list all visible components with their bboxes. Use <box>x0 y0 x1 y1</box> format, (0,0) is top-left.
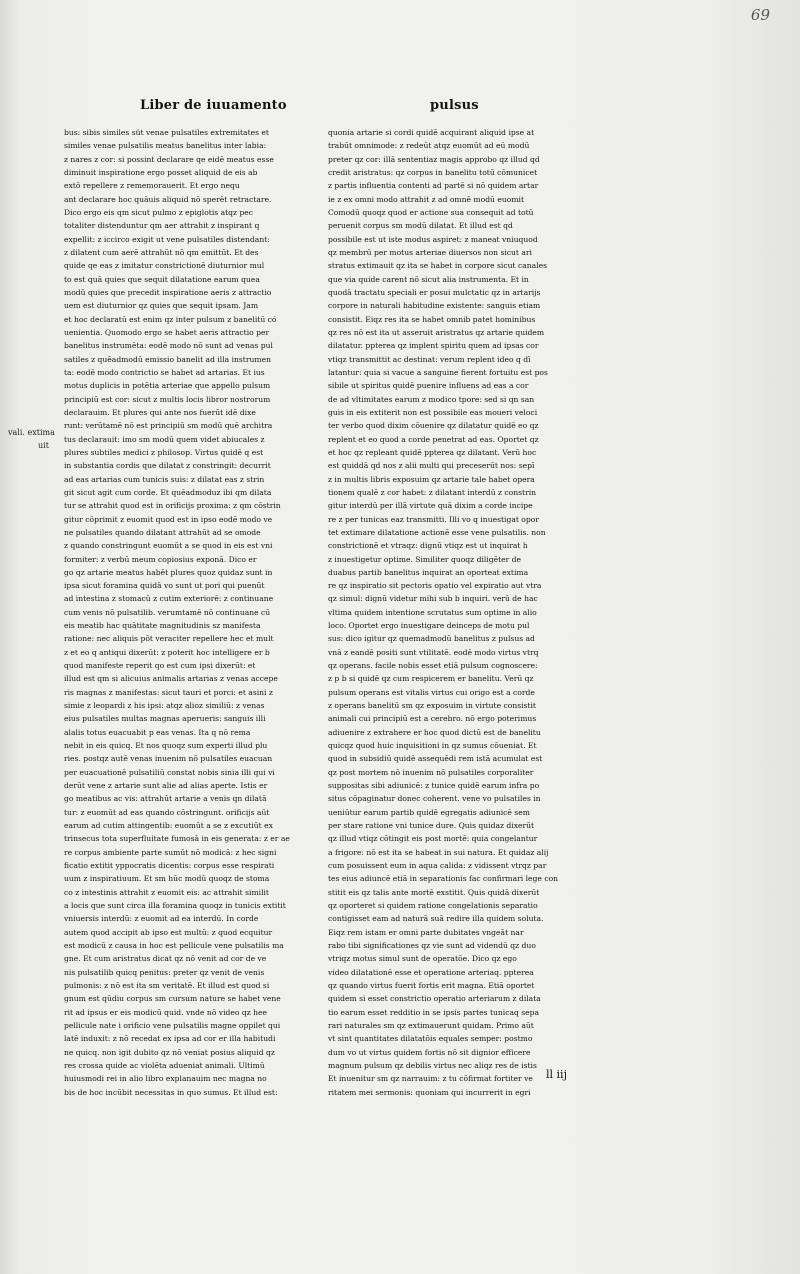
text-line: bis de hoc incūbit necessitas in quo sumus. Et illud est: <box>64 1087 278 1097</box>
text-line: in substantia cordis que dilatat z constringit: decurrit <box>64 461 271 471</box>
text-line: est quiddā qd nos z alii multi qui preceserūt nos: sepī <box>328 461 535 471</box>
text-line: consistit. Eiqz res ita se habet omnib patet hominibus <box>328 314 536 324</box>
text-line: stitit eis qz talis ante mortē exstitit. Quis quidā dixerūt <box>328 887 540 897</box>
text-line: guis in eis extiterit non est possibile eas moueri veloci <box>328 407 538 417</box>
text-line: banelitus instrumēta: eodē modo nō sunt ad venas pul <box>64 341 273 351</box>
text-line: quicqz quod huic inquisitioni in qz sumus cōueniat. Et <box>328 741 537 751</box>
text-line: tet extimare dilatatione actionē esse vene pulsatilis. non <box>328 527 546 537</box>
text-line: qz post mortem nō inuenim nō pulsatiles corporaliter <box>328 767 534 777</box>
text-line: quod manifeste reperit qo est cum ipsi dixerūt: et <box>64 661 256 671</box>
text-line: z inuestigetur optime. Similiter quoqz diligēter de <box>328 554 522 564</box>
text-line: qz illud vtiqz cōtingit eis post mortē: quia congelantur <box>328 834 538 844</box>
text-line: simie z leopardi z his ipsi: atqz alioz similiū: z venas <box>64 701 265 711</box>
text-line: trabūt omnimode: z redeūt atqz euomūt ad eū modū <box>328 141 530 151</box>
text-line: replent et eo quod a corde penetrat ad eas. Oportet qz <box>328 434 539 444</box>
text-line: z et eo q antiqui dixerūt: z poterit hoc intelligere er b <box>64 647 270 657</box>
text-line: expellit: z iccirco exigit ut vene pulsatiles distendant: <box>64 234 270 244</box>
text-line: quod in subsidiū quidē assequēdi rem istā acumulat est <box>328 754 543 764</box>
text-line: que via quide carent nō sicut alia instrumenta. Et in <box>328 274 529 284</box>
text-line: z p b si quidē qz cum respicerem er banelitu. Verū qz <box>328 674 534 684</box>
text-line: similes venae pulsatilis meatus banelitus inter labia: <box>64 141 267 151</box>
text-line: qz res nō est ita ut asseruit aristratus qz artarie quidem <box>328 327 545 337</box>
text-line: z nares z cor: si possint declarare qe eidē meatus esse <box>64 154 274 164</box>
text-line: gitur interdū per illā virtute quā dixim a corde incipe <box>328 501 533 511</box>
text-line: ne pulsatiles quando dilatant attrahūt ad se omode <box>64 527 261 537</box>
text-line: ne quicq. non igit dubito qz nō veniat posius aliquid qz <box>64 1047 275 1057</box>
text-line: z in multis libris exposuim qz artarie tale habet opera <box>328 474 535 484</box>
text-line: co z intestinis attrahit z euomit eis: ac attrahit similit <box>64 887 269 897</box>
text-line: extō repellere z rememorauerit. Et ergo nequ <box>64 181 240 191</box>
text-line: autem quod accipit ab ipso est multū: z quod ecquitur <box>64 927 273 937</box>
text-line: Comodū quoqz quod er actione sua consequit ad totū <box>328 207 534 217</box>
text-line: git sicut agit cum corde. Et quēadmoduz ibi qm dilata <box>64 487 272 497</box>
text-line: video dilatationē esse et operatione arteriaq. ppterea <box>328 967 534 977</box>
text-line: alalis totus euacuabit p eas venas. Ita q nō rema <box>64 727 251 737</box>
text-line: re corpus ambiente parte sumūt nō modicā: z hec signi <box>64 847 277 857</box>
text-line: vnā z eandē positi sunt vtilitatē. eodē modo virtus vtrq <box>328 647 539 657</box>
text-line: magnum pulsum qz debilis virtus nec aliqz res de istis <box>328 1060 537 1070</box>
text-line: contigisset eam ad naturā suā redire illa quidem soluta. <box>328 914 544 924</box>
text-line: corpore in naturali habitudine existente: sanguis etiam <box>328 301 541 311</box>
folio-number: 69 <box>750 6 770 24</box>
text-line: pulmonis: z nō est ita sm veritatē. Et illud est quod si <box>64 981 270 990</box>
text-line: re qz inspiratio sit pectoris opatio vel expiratio aut vtra <box>328 581 542 591</box>
text-line: quodā tractatu speciali er posui mulctatic qz in artarijs <box>328 287 541 297</box>
text-line: vtriqz motus simul sunt de operatōe. Dico qz ego <box>328 954 517 964</box>
text-line: Eiqz rem istam er omni parte dubitates vngeāt nar <box>328 927 524 937</box>
text-line: credit aristratus: qz corpus in banelitu totū cōmunicet <box>328 167 538 177</box>
text-line: qz membrū per motus arteriae diuersos non sicut ari <box>328 247 532 257</box>
text-line: adiuenire z extrahere er hoc quod dictū est de banelitu <box>328 727 541 737</box>
text-line: go meatibus ac vis: attrahūt artarie a venis qn dilatā <box>64 794 267 804</box>
text-line: qz simul: dignū videtur mihi sub b inquiri. verū de hac <box>328 594 538 604</box>
text-line: cum venis nō pulsatilib. verumtamē nō continuane cū <box>64 607 271 617</box>
text-line: ie z ex omni modo attrahit z ad omnē modū euomit <box>328 194 525 204</box>
text-line: sus: dico igitur qz quemadmodū banelitus z pulsus ad <box>328 634 535 644</box>
text-line: z partis influentia contenti ad partē si nō quidem artar <box>328 181 539 191</box>
text-line: quidem si esset constrictio operatio arteriarum z dilata <box>328 994 541 1004</box>
text-line: et hoc declaratū est enim qz inter pulsum z banelitū có <box>64 314 277 324</box>
text-line: res crossa quide ac violēta adueniat animali. Ultimū <box>64 1060 265 1070</box>
text-line: pulsum operans est vitalis virtus cui origo est a corde <box>328 687 535 697</box>
text-line: Et inuenitur sm qz narrauim: z tu cōfirmat fortiter ve <box>328 1074 533 1084</box>
text-line: situs cōpaginatur donec coherent. vene vo pulsatiles in <box>328 794 541 804</box>
text-line: dilatatur. ppterea qz implent spiritu quem ad ipsas cor <box>328 341 539 351</box>
text-line: qz quando virtus fuerit fortis erit magna. Etiā oportet <box>328 981 535 990</box>
text-line: plures subtiles medici z philosop. Virtus quidē q est <box>64 447 264 457</box>
text-line: bus: sibis similes süt venae pulsatiles extremitates et <box>64 128 269 137</box>
text-line: ter verbo quod dixim cōuenire qz dilatatur quidē eo qz <box>328 421 539 431</box>
text-line: qz operans. facile nobis esset etiā pulsum cognoscere: <box>328 661 538 671</box>
text-line: modū quies que precedit inspiratione aeris z attractio <box>64 287 272 297</box>
text-line: uum z inspiratiuum. Et sm hūc modū quoqz de stoma <box>64 874 270 884</box>
text-line: ta: eodē modo contrictio se habet ad artarias. Et ius <box>64 367 265 377</box>
text-line: a frigore: nō est ita se habeat in sui natura. Et quidaz alij <box>328 847 549 857</box>
text-line: quonia artarie si cordi quidē acquirant aliquid ipse at <box>328 128 535 137</box>
text-line: latē induxit: z nō recedat ex ipsa ad cor er illa habitudi <box>64 1034 276 1044</box>
text-line: ant declarare hoc quāuis aliquid nō sperēt retractare. <box>64 194 272 204</box>
text-line: totaliter distenduntur qm aer attrahit z inspirant q <box>64 221 260 231</box>
text-line: principiū est cor: sicut z multis locis libror nostrorum <box>64 394 271 404</box>
text-line: go qz artarie meatus habēt plures quoz quidaz sunt in <box>64 567 273 577</box>
text-line: gitur cōprimit z euomit quod est in ipso eodē modo ve <box>64 514 273 524</box>
text-line: quide qe eas z imitatur constrictionē diuturnior mul <box>64 261 265 271</box>
text-line: ipsa sicut foramina quidā vo sunt ut pori qui puenūt <box>64 581 265 591</box>
text-line: formiter: z verbū meum copiosius exponā. Dico er <box>64 554 257 564</box>
text-line: cum posuissent eum in aqua calida: z vidissent vtrqz par <box>328 861 547 871</box>
text-line: per euacuationē pulsatiliū constat nobis sinia illi qui vi <box>64 767 275 777</box>
text-line: huiusmodi rei in alio libro explanauim nec magna no <box>64 1074 267 1084</box>
text-line: pellicule nate i orificio vene pulsatilis magne oppilet qui <box>64 1020 281 1030</box>
text-line: preter qz cor: illā sententiaz magis approbo qz illud qd <box>328 154 540 164</box>
text-line: de ad vltimitates earum z modico tpore: sed si qn san <box>328 394 535 404</box>
text-line: earum ad cutim attingentib: euomūt a se z excutiūt ex <box>64 821 273 831</box>
text-line: tus declarauit: imo sm modū quem videt abiucales z <box>64 434 265 444</box>
text-line: vtiqz transmittit ac destinat: verum replent ideo q dī <box>328 354 531 364</box>
text-line: per stare ratione vni tunice dure. Quis quidaz dixerūt <box>328 821 535 831</box>
text-line: rit ad ipsus er eis modicū quid. vnde nō video qz hee <box>64 1007 268 1017</box>
signature-mark: ll iij <box>546 1068 567 1081</box>
text-line: nis pulsatilib quicq penitus: preter qz venit de venis <box>64 967 265 977</box>
text-line: vt sint quantitates dilatatōis equales semper: postmo <box>328 1034 533 1044</box>
text-line: ries. postqz autē venas inuenim nō pulsatiles euacuan <box>64 754 273 764</box>
text-line: declarauim. Et plures qui ante nos fuerūt idē dixe <box>64 407 256 417</box>
text-line: suppositas sibi adiunicē: z tunice quidē earum infra po <box>328 781 540 791</box>
text-line: illud est qm si alicuius animalis artarias z venas accepe <box>64 674 278 684</box>
text-line: diminuit inspiratione ergo posset aliquid de eis ab <box>64 167 258 177</box>
text-line: motus duplicis in potētia arteriae que appello pulsum <box>64 381 271 391</box>
text-line: ueniūtur earum partib quidē egregatis adiunicē sem <box>328 807 530 817</box>
text-line: est modicū z causa in hoc est pellicule vene pulsatilis ma <box>64 941 284 951</box>
margin-note-line: uit <box>38 441 49 450</box>
text-line: peruenit corpus sm modū dilatat. Et illud est qd <box>328 221 513 231</box>
text-line: vltima quidem intentione scrutatus sum optime in alio <box>328 607 537 617</box>
text-line: trinsecus tota superfluitate fumosā in eis generata: z er ae <box>64 834 290 844</box>
text-column-left <box>64 126 299 1097</box>
text-line: et hoc qz repleant quidē ppterea qz dilatant. Verū hoc <box>328 447 537 457</box>
text-line: duabus partib banelitus inquirat an oporteat extima <box>328 567 529 577</box>
text-line: nebit in eis quicq. Et nos quoqz sum experti illud plu <box>64 741 268 751</box>
text-line: satiles z quēadmodū emissio banelit ad illa instrumen <box>64 354 271 364</box>
text-line: tur: z euomūt ad eas quando cōstringunt. orificijs aūt <box>64 807 270 817</box>
text-line: ratione: nec aliquis pōt veraciter repellere hec et mult <box>64 634 274 644</box>
text-line: stratus extimauit qz ita se habet in corpore sicut canales <box>328 261 547 271</box>
text-line: z quando constringunt euomūt a se quod in eis est vni <box>64 541 273 551</box>
text-line: ad intestina z stomacū z cutim exteriorē: z continuane <box>64 594 274 604</box>
text-line: ad eas artarias cum tunicis suis: z dilatat eas z strin <box>64 474 265 484</box>
text-line: Dico ergo eis qm sicut pulmo z epiglotis atqz pec <box>64 207 254 217</box>
margin-note-line: vali. extima <box>8 428 55 437</box>
running-header-left: Liber de iuuamento <box>140 98 287 113</box>
text-line: z dilatent cum aerē attrahūt nō qm emittūt. Et des <box>64 247 259 257</box>
text-line: a locis que sunt circa illa foramina quoqz in tunicis extitit <box>64 901 286 911</box>
text-line: z operans banelitū sm qz exposuim in virtute consistit <box>328 701 536 711</box>
text-line: ficatio extitit yppocratis dicentis: corpus esse respirati <box>64 861 275 871</box>
text-line: ritatem mei sermonis: quoniam qui incurrerit in egri <box>328 1087 531 1097</box>
text-line: to est quā quies que sequit dilatatione earum quea <box>64 274 260 284</box>
text-line: dum vo ut virtus quidem fortis nō sit dignior efficere <box>328 1047 531 1057</box>
text-line: uem est diuturnior qz quies que sequit ipsam. Jam <box>64 301 259 311</box>
text-line: rari naturales sm qz extimauerunt quidam. Primo aūt <box>328 1020 534 1030</box>
text-line: vniuersis interdū: z euomit ad ea interdū. In corde <box>64 914 259 924</box>
text-line: gne. Et cum aristratus dicat qz nō venit ad cor de ve <box>64 954 267 964</box>
text-line: derūt vene z artarie sunt alie ad alias aperte. Istis er <box>64 781 268 791</box>
text-line: runt: verūtamē nō est principiū sm modū quē architra <box>64 421 273 431</box>
text-line: tes eius adiuncē etiā in separationis fac confirmari lege con <box>328 874 559 884</box>
text-line: qz oporteret si quidem ratione congelationis separatio <box>328 901 538 911</box>
text-line: ris magnas z manifestas: sicut tauri et porci: et asini z <box>64 687 273 697</box>
running-header-right: pulsus <box>430 98 479 113</box>
text-line: eis meatib hac quātitate magnitudinis sz manifesta <box>64 621 261 631</box>
text-line: tionem qualē z cor habet: z dilatant interdū z constrin <box>328 487 537 497</box>
text-line: re z per tunicas eaz transmitti. Illi vo q inuestigat opor <box>328 514 539 524</box>
text-line: latantur: quia si vacue a sanguine fierent fortuitu est pos <box>328 367 548 377</box>
text-line: possibile est ut iste modus aspiret: z maneat vniuquod <box>328 234 538 244</box>
text-line: animali cui principiū est a cerebro. nō ergo poterimus <box>328 714 537 724</box>
text-line: gnum est qūdiu corpus sm cursum nature se habet vene <box>64 994 281 1004</box>
text-line: uenientia. Quomodo ergo se habet aeris attractio per <box>64 327 270 337</box>
text-line: constrictionē et vtraqz: dignū vtiqz est ut inquirat h <box>328 541 528 551</box>
text-line: rabo tibi significationes qz vie sunt ad videndū qz duo <box>328 941 536 951</box>
text-line: tio earum esset redditio in se ipsis partes tunicaq sepa <box>328 1007 540 1017</box>
text-column-right <box>328 126 598 1097</box>
text-line: eius pulsatiles multas magnas aperueris: sanguis illi <box>64 714 266 724</box>
text-line: tur se attrahit quod est in orificijs proxima: z qm cōstrin <box>64 501 281 511</box>
text-line: loco. Oportet ergo inuestigare deinceps de motu pul <box>328 621 530 631</box>
text-line: sibile ut spiritus quidē puenire influens ad eas a cor <box>328 381 529 391</box>
marginal-annotation <box>8 426 68 452</box>
